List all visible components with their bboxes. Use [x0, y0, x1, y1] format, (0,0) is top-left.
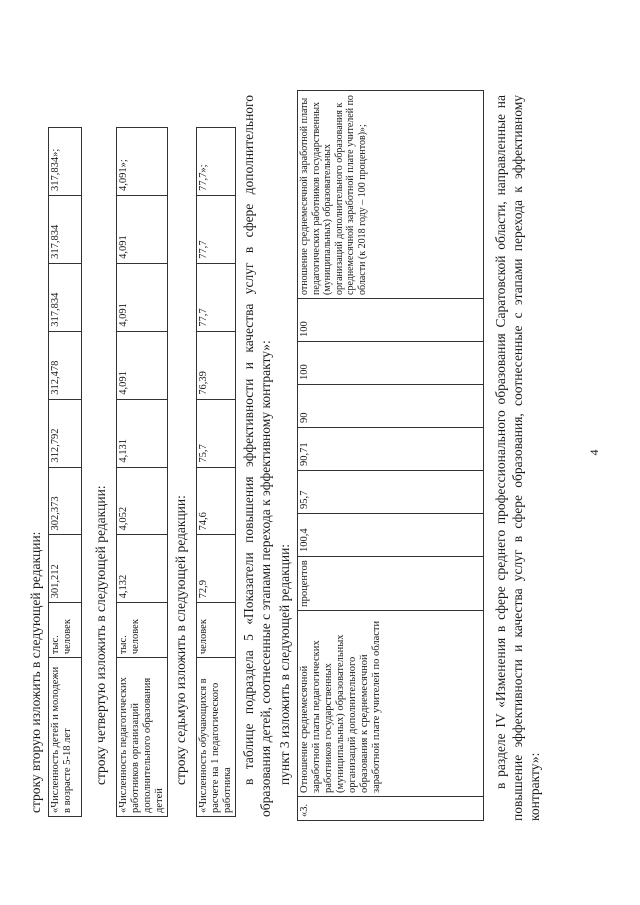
table-row — [49, 128, 82, 817]
value-cell: 317,834 — [49, 263, 82, 331]
value-cell: 4,091 — [117, 263, 168, 331]
paragraph-subsection-5: в таблице подраздела 5 «Показатели повышения эффективности и качества услуг в сфере дополнительного образования детей, соотнесенные с этапами перехода к эффективному контракту»: — [241, 95, 273, 817]
value-cell: 95,7 — [298, 471, 484, 514]
page-number: 4 — [587, 449, 601, 456]
paragraph-row-two: строку вторую изложить в следующей редакции: — [28, 531, 43, 813]
row-label: «Численность обучающихся в расчете на 1 педагогического работника — [197, 658, 236, 817]
table-salary-ratio — [297, 90, 484, 821]
table-row — [298, 91, 484, 821]
table-row — [197, 128, 236, 817]
value-cell: 100 — [298, 299, 484, 342]
item-number: «3. — [298, 797, 484, 821]
value-cell: 301,212 — [49, 535, 82, 603]
row-label: «Численность педагогических работников организаций дополнительного образования детей — [117, 658, 168, 817]
value-cell: 4,091 — [117, 195, 168, 263]
value-cell: 100 — [298, 342, 484, 385]
paragraph-section-4: в разделе IV «Изменения в сфере среднего профессионального образования Саратовской области, направленные на повышение эффективности и качества услуг в сфере образования, соотнесенные с этапами перехода к эффективному контракту»: — [493, 95, 542, 821]
value-cell: 312,478 — [49, 331, 82, 399]
value-cell: 312,792 — [49, 399, 82, 467]
value-cell: 75,7 — [197, 399, 236, 467]
unit-cell: тыс. человек — [117, 603, 168, 658]
paragraph-row-four: строку четвертую изложить в следующей редакции: — [93, 485, 108, 785]
value-cell: 77,7»; — [197, 128, 236, 196]
value-cell: 4,131 — [117, 399, 168, 467]
unit-cell: процентов — [298, 557, 484, 611]
table-children-count — [48, 127, 82, 817]
value-cell: 76,39 — [197, 331, 236, 399]
table-students-per-teacher — [196, 127, 236, 817]
value-cell: 100,4 — [298, 514, 484, 557]
value-cell: 77,7 — [197, 195, 236, 263]
paragraph-item-3: пункт 3 изложить в следующей редакции: — [277, 543, 292, 785]
row-label: Отношение среднемесячной заработной платы педагогических работников государственных (муниципальных) образовательных организаций дополнительного образования к среднемесячной заработной плате учителей по области — [298, 611, 484, 797]
table-row — [117, 128, 168, 817]
value-cell: 4,052 — [117, 467, 168, 535]
value-cell: 302,373 — [49, 467, 82, 535]
note-cell: отношение среднемесячной заработной платы педагогических работников государственных (муниципальных) образовательных организаций дополнительного образования к среднемесячной заработной плате учителей по области (к 2018 году – 100 процентов)»; — [298, 91, 484, 299]
value-cell: 317,834»; — [49, 128, 82, 196]
unit-cell: тыс. человек — [49, 603, 82, 658]
row-label: «Численность детей и молодежи в возрасте 5-18 лет — [49, 658, 82, 817]
value-cell: 74,6 — [197, 467, 236, 535]
unit-cell: человек — [197, 603, 236, 658]
value-cell: 4,091»; — [117, 128, 168, 196]
value-cell: 4,091 — [117, 331, 168, 399]
paragraph-row-seven: строку седьмую изложить в следующей редакции: — [173, 495, 188, 785]
value-cell: 317,834 — [49, 195, 82, 263]
value-cell: 4,132 — [117, 535, 168, 603]
value-cell: 90,71 — [298, 428, 484, 471]
value-cell: 72,9 — [197, 535, 236, 603]
value-cell: 77,7 — [197, 263, 236, 331]
value-cell: 90 — [298, 385, 484, 428]
table-teachers-count — [116, 127, 168, 817]
